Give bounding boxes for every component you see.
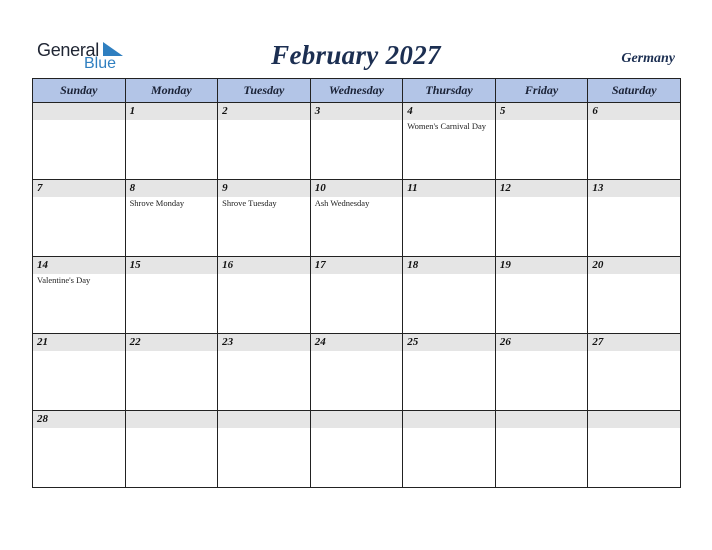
holiday-label xyxy=(218,274,310,275)
holiday-label xyxy=(403,428,495,429)
day-cell[interactable] xyxy=(33,334,126,411)
weekday-header-row xyxy=(33,79,681,103)
day-number xyxy=(588,411,680,428)
day-cell[interactable] xyxy=(310,411,403,488)
day-number xyxy=(126,411,218,428)
day-cell[interactable] xyxy=(33,411,126,488)
week-row xyxy=(33,180,681,257)
day-number: 11 xyxy=(403,180,495,197)
day-cell[interactable] xyxy=(33,257,126,334)
weekday-friday: Friday xyxy=(495,79,588,103)
day-number: 1 xyxy=(126,103,218,120)
day-number: 14 xyxy=(33,257,125,274)
holiday-label xyxy=(33,428,125,429)
week-row xyxy=(33,103,681,180)
day-cell[interactable] xyxy=(495,103,588,180)
holiday-label xyxy=(403,351,495,352)
day-cell[interactable] xyxy=(403,180,496,257)
day-cell[interactable] xyxy=(403,411,496,488)
holiday-label xyxy=(403,197,495,198)
day-cell[interactable] xyxy=(310,334,403,411)
week-row xyxy=(33,334,681,411)
day-cell[interactable] xyxy=(218,103,311,180)
holiday-label xyxy=(126,274,218,275)
day-number: 2 xyxy=(218,103,310,120)
day-number xyxy=(218,411,310,428)
day-number: 4 xyxy=(403,103,495,120)
holiday-label xyxy=(588,274,680,275)
day-number: 17 xyxy=(311,257,403,274)
weekday-wednesday: Wednesday xyxy=(310,79,403,103)
day-number: 26 xyxy=(496,334,588,351)
day-cell[interactable] xyxy=(310,180,403,257)
weekday-tuesday: Tuesday xyxy=(218,79,311,103)
day-cell[interactable] xyxy=(125,180,218,257)
holiday-label xyxy=(218,120,310,121)
day-number: 21 xyxy=(33,334,125,351)
day-cell[interactable] xyxy=(495,334,588,411)
day-cell[interactable] xyxy=(588,103,681,180)
weekday-sunday: Sunday xyxy=(33,79,126,103)
day-number: 15 xyxy=(126,257,218,274)
day-number: 12 xyxy=(496,180,588,197)
holiday-label xyxy=(588,351,680,352)
day-cell[interactable] xyxy=(33,103,126,180)
weekday-saturday: Saturday xyxy=(588,79,681,103)
day-number: 6 xyxy=(588,103,680,120)
holiday-label: Ash Wednesday xyxy=(314,198,370,208)
day-cell[interactable] xyxy=(33,180,126,257)
day-number xyxy=(33,103,125,120)
holiday-label xyxy=(496,197,588,198)
holiday-label: Valentine's Day xyxy=(37,275,91,285)
holiday-label xyxy=(311,351,403,352)
holiday-label xyxy=(33,197,125,198)
calendar-grid xyxy=(32,78,681,488)
day-cell[interactable] xyxy=(588,180,681,257)
holiday-label xyxy=(126,351,218,352)
day-number: 10 xyxy=(311,180,403,197)
holiday-label: Women's Carnival Day xyxy=(407,121,486,131)
day-cell[interactable] xyxy=(588,334,681,411)
logo-blue-text: Blue xyxy=(84,55,117,72)
day-cell[interactable] xyxy=(218,180,311,257)
day-number: 13 xyxy=(588,180,680,197)
calendar-body xyxy=(33,103,681,488)
calendar-title: February 2027 xyxy=(271,40,441,70)
holiday-label xyxy=(588,428,680,429)
day-cell[interactable] xyxy=(310,103,403,180)
holiday-label xyxy=(33,351,125,352)
holiday-label xyxy=(496,351,588,352)
day-number xyxy=(311,411,403,428)
holiday-label xyxy=(218,428,310,429)
day-cell[interactable] xyxy=(588,411,681,488)
day-cell[interactable] xyxy=(310,257,403,334)
day-cell[interactable] xyxy=(125,411,218,488)
day-cell[interactable] xyxy=(125,103,218,180)
holiday-label xyxy=(311,274,403,275)
day-number: 25 xyxy=(403,334,495,351)
day-number: 9 xyxy=(218,180,310,197)
day-cell[interactable] xyxy=(495,411,588,488)
day-cell[interactable] xyxy=(218,334,311,411)
day-number xyxy=(496,411,588,428)
holiday-label xyxy=(311,428,403,429)
day-number xyxy=(403,411,495,428)
holiday-label xyxy=(126,428,218,429)
day-cell[interactable] xyxy=(403,103,496,180)
day-cell[interactable] xyxy=(495,180,588,257)
day-number: 24 xyxy=(311,334,403,351)
day-number: 18 xyxy=(403,257,495,274)
day-cell[interactable] xyxy=(495,257,588,334)
day-cell[interactable] xyxy=(403,334,496,411)
day-number: 5 xyxy=(496,103,588,120)
week-row xyxy=(33,257,681,334)
country-label: Germany xyxy=(621,51,675,66)
day-number: 28 xyxy=(33,411,125,428)
weekday-monday: Monday xyxy=(125,79,218,103)
holiday-label xyxy=(311,120,403,121)
day-cell[interactable] xyxy=(125,334,218,411)
logo-general-text: General xyxy=(37,40,99,60)
holiday-label xyxy=(218,351,310,352)
holiday-label xyxy=(496,120,588,121)
holiday-label xyxy=(588,197,680,198)
day-number: 7 xyxy=(33,180,125,197)
day-cell[interactable] xyxy=(218,257,311,334)
week-row xyxy=(33,411,681,488)
holiday-label xyxy=(496,428,588,429)
day-number: 22 xyxy=(126,334,218,351)
holiday-label xyxy=(588,120,680,121)
day-cell[interactable] xyxy=(588,257,681,334)
holiday-label xyxy=(33,120,125,121)
holiday-label: Shrove Monday xyxy=(129,198,185,208)
holiday-label xyxy=(496,274,588,275)
day-cell[interactable] xyxy=(125,257,218,334)
day-number: 20 xyxy=(588,257,680,274)
day-number: 8 xyxy=(126,180,218,197)
day-number: 23 xyxy=(218,334,310,351)
holiday-label xyxy=(403,274,495,275)
holiday-label: Shrove Tuesday xyxy=(222,198,277,208)
holiday-label xyxy=(126,120,218,121)
day-cell[interactable] xyxy=(403,257,496,334)
day-number: 3 xyxy=(311,103,403,120)
weekday-thursday: Thursday xyxy=(403,79,496,103)
day-cell[interactable] xyxy=(218,411,311,488)
day-number: 16 xyxy=(218,257,310,274)
day-number: 19 xyxy=(496,257,588,274)
day-number: 27 xyxy=(588,334,680,351)
